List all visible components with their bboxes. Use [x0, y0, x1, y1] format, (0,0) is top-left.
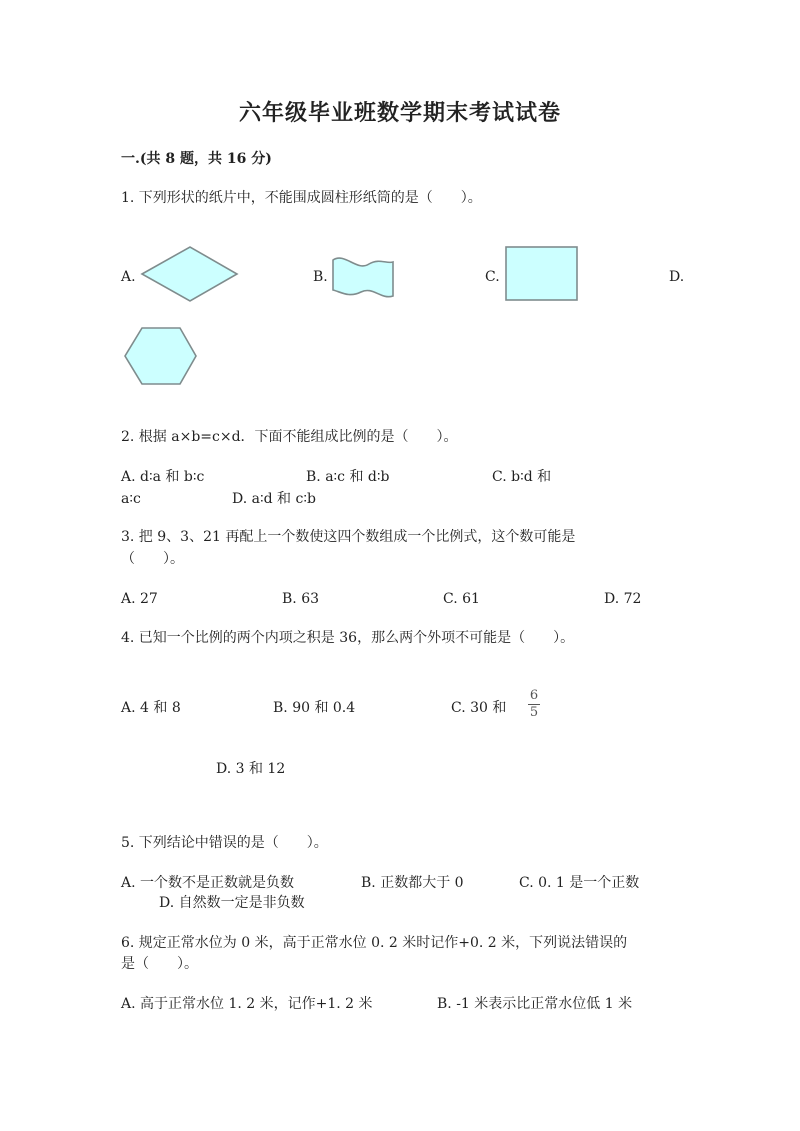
q4-option-a: A. 4 和 8	[121, 700, 181, 716]
page-title: 六年级毕业班数学期末考试试卷	[238, 100, 561, 126]
q4-option-c: C. 30 和	[451, 700, 507, 716]
q1-option-a-label: A.	[121, 269, 136, 285]
q1-hexagon-shape	[124, 327, 198, 385]
q5-option-c: C. 0. 1 是一个正数	[519, 875, 640, 891]
q1-option-b-label: B.	[313, 269, 328, 285]
q5-option-b: B. 正数都大于 0	[361, 875, 464, 891]
question-6-stem: 6. 规定正常水位为 0 米，高于正常水位 0. 2 米时记作+0. 2 米，下列说法错误的	[121, 935, 628, 951]
question-2-stem: 2. 根据 a×b=c×d．下面不能组成比例的是（ ）。	[121, 429, 458, 445]
q3-option-b: B. 63	[282, 591, 320, 607]
question-3-stem-continued: （ ）。	[121, 551, 184, 567]
question-4-stem: 4. 已知一个比例的两个内项之积是 36，那么两个外项不可能是（ ）。	[121, 630, 575, 646]
q3-option-a: A. 27	[121, 591, 158, 607]
q4-option-b: B. 90 和 0.4	[273, 700, 356, 716]
q4-option-d: D. 3 和 12	[216, 761, 286, 777]
question-1-stem: 1. 下列形状的纸片中，不能围成圆柱形纸筒的是（ ）。	[121, 190, 482, 206]
q1-rhombus-shape	[141, 246, 239, 302]
q2-option-d: D. a∶d 和 c∶b	[232, 491, 316, 507]
q3-option-d: D. 72	[604, 591, 642, 607]
q2-option-c-continued: a∶c	[121, 491, 141, 507]
q1-option-d-label: D.	[669, 269, 685, 285]
fraction-numerator: 6	[529, 688, 539, 703]
q6-option-a: A. 高于正常水位 1. 2 米，记作+1. 2 米	[121, 996, 373, 1012]
q4-fraction	[526, 689, 542, 720]
q1-wavy-rectangle-shape	[331, 256, 395, 300]
question-3-stem: 3. 把 9、3、21 再配上一个数使这四个数组成一个比例式，这个数可能是	[121, 529, 576, 545]
q2-option-b: B. a∶c 和 d∶b	[306, 469, 390, 485]
q2-option-c: C. b∶d 和	[492, 469, 552, 485]
q5-option-a: A. 一个数不是正数就是负数	[121, 875, 295, 891]
q1-rectangle-shape	[505, 246, 579, 302]
q2-option-a: A. d∶a 和 b∶c	[121, 469, 205, 485]
fraction-denominator: 5	[529, 705, 539, 720]
q6-option-b: B. -1 米表示比正常水位低 1 米	[437, 996, 633, 1012]
question-5-stem: 5. 下列结论中错误的是（ ）。	[121, 835, 328, 851]
q1-option-c-label: C.	[485, 269, 500, 285]
question-6-stem-continued: 是（ ）。	[121, 956, 198, 972]
q3-option-c: C. 61	[443, 591, 480, 607]
q5-option-d: D. 自然数一定是非负数	[159, 895, 305, 911]
section-heading: 一.(共 8 题，共 16 分)	[121, 151, 272, 167]
